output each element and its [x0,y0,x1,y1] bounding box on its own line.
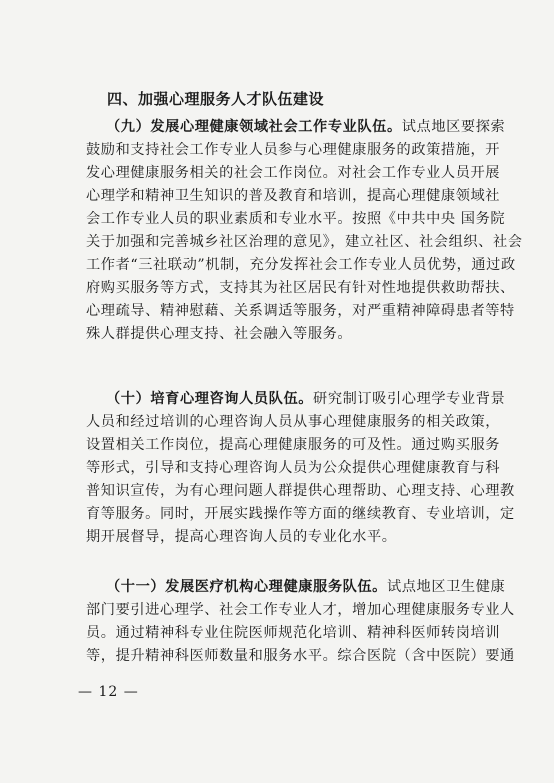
paragraph-lead: （十）培育心理咨询人员队伍。 [106,391,314,407]
paragraph-line: 等形式，引导和支持心理咨询人员为公众提供心理健康教育与科 [86,460,501,476]
paragraph-social-work-team [86,116,523,346]
paragraph-first-tail: 研究制订吸引心理学专业背景 [313,391,506,407]
paragraph-counselor-team [86,388,515,549]
paragraph-line: 期开展督导，提高心理咨询人员的专业化水平。 [86,529,397,545]
paragraph-first-tail: 试点地区要探索 [401,119,506,135]
section-heading: 四、加强心理服务人才队伍建设 [107,90,325,108]
paragraph-first-line [86,576,506,599]
paragraph-line: 人员和经过培训的心理咨询人员从事心理健康服务的相关政策， [86,414,501,430]
paragraph-first-tail: 试点地区卫生健康 [386,579,506,595]
paragraph-line: 鼓励和支持社会工作专业人员参与心理健康服务的政策措施，开 [86,142,501,158]
paragraph-line: 心理疏导、精神慰藉、关系调适等服务，对严重精神障碍患者等特 [86,303,515,319]
paragraph-line: 心理学和精神卫生知识的普及教育和培训，提高心理健康领域社 [86,188,501,204]
paragraph-line: 设置相关工作岗位，提高心理健康服务的可及性。通过购买服务 [86,437,501,453]
paragraph-line: 员。通过精神科专业住院医师规范化培训、精神科医师转岗培训 [86,625,501,641]
paragraph-line: 普知识宣传，为有心理问题人群提供心理帮助、心理支持、心理教 [86,483,515,499]
paragraph-line: 会工作专业人员的职业素质和专业水平。按照《中共中央 国务院 [86,211,506,227]
paragraph-first-line [86,388,506,411]
paragraph-line: 育等服务。同时，开展实践操作等方面的继续教育、专业培训，定 [86,506,515,522]
paragraph-medical-team [86,576,515,668]
paragraph-first-line [86,116,506,139]
paragraph-lead: （九）发展心理健康领域社会工作专业队伍。 [106,119,402,135]
paragraph-line: 工作者“三社联动”机制，充分发挥社会工作专业人员优势，通过政 [86,257,516,273]
paragraph-lead: （十一）发展医疗机构心理健康服务队伍。 [106,579,387,595]
page-number: — 12 — [78,684,139,700]
paragraph-line: 等，提升精神科医师数量和服务水平。综合医院（含中医院）要通 [86,648,515,664]
paragraph-line: 关于加强和完善城乡社区治理的意见》，建立社区、社会组织、社会 [86,234,523,250]
paragraph-line: 发心理健康服务相关的社会工作岗位。对社会工作专业人员开展 [86,165,501,181]
paragraph-line: 府购买服务等方式，支持其为社区居民有针对性地提供救助帮扶、 [86,280,515,296]
paragraph-line: 殊人群提供心理支持、社会融入等服务。 [86,326,353,342]
paragraph-line: 部门要引进心理学、社会工作专业人才，增加心理健康服务专业人 [86,602,515,618]
